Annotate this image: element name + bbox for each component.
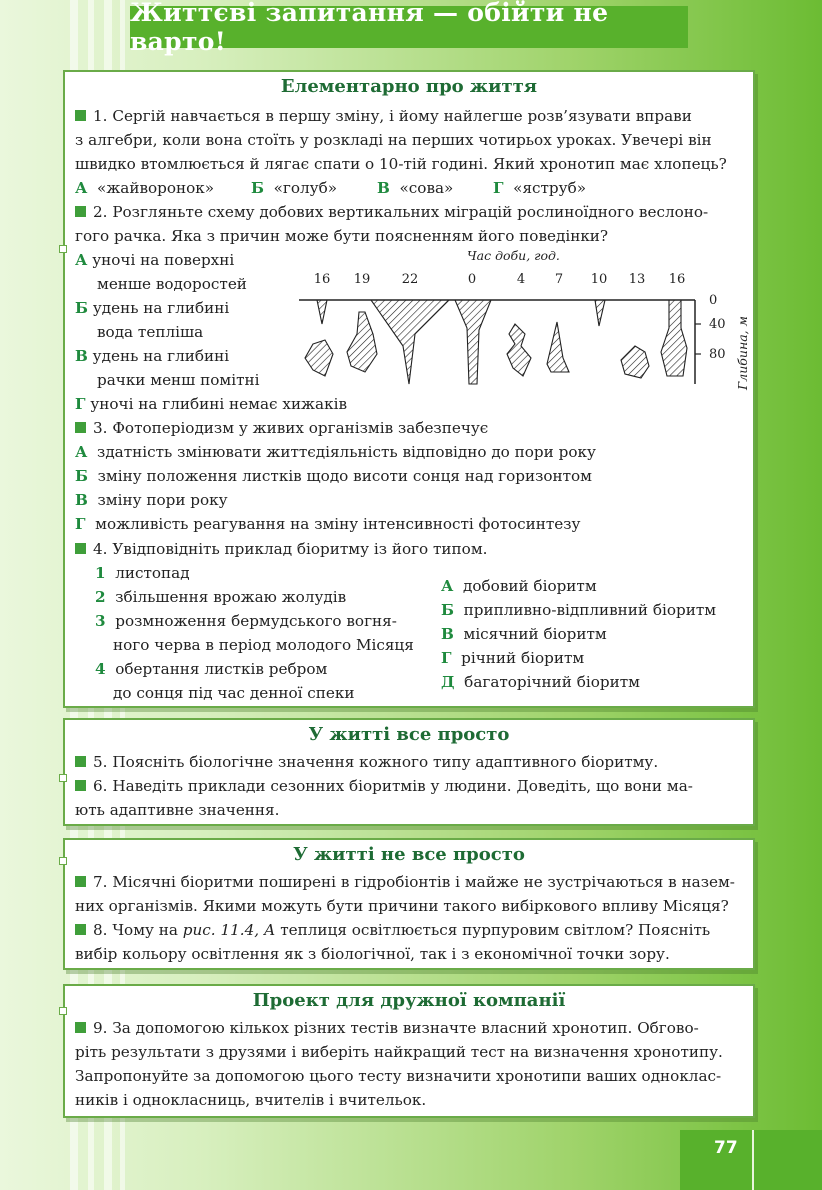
answer-option: В зміну пори року bbox=[75, 491, 228, 509]
question-text: ють адаптивне значення. bbox=[75, 801, 280, 819]
match-left-item-cont: до сонця під час денної спеки bbox=[113, 684, 355, 702]
answer-option: Б удень на глибині bbox=[75, 299, 230, 317]
question-text: ників і однокласниць, вчителів і вчительок. bbox=[75, 1091, 427, 1109]
depth-tick: 40 bbox=[709, 317, 726, 332]
match-left-item: 3 розмноження бермудського вогня- bbox=[95, 612, 397, 630]
hour-label: 16 bbox=[668, 272, 686, 287]
answer-option: А здатність змінювати життєдіяльність відповідно до пори року bbox=[75, 443, 596, 461]
answer-option: Б «голуб» bbox=[251, 179, 338, 197]
answer-option: В удень на глибині bbox=[75, 347, 230, 365]
question-text: 1. Сергій навчається в першу зміну, і йому найлегше розв’язувати вправи bbox=[93, 107, 692, 125]
match-right-item: Г річний біоритм bbox=[441, 649, 585, 667]
question-text: з алгебри, коли вона стоїть у розкладі на перших чотирьох уроках. Увечері він bbox=[75, 131, 712, 149]
bullet-square-icon bbox=[75, 110, 86, 121]
answer-option: А уночі на поверхні bbox=[75, 251, 235, 269]
bullet-square-icon bbox=[75, 780, 86, 791]
question-4: 4. Увідповідніть приклад біоритму із його типом. bbox=[75, 537, 487, 561]
migration-shape bbox=[305, 340, 333, 376]
page-number: 77 bbox=[714, 1138, 738, 1158]
section-title: Елементарно про життя bbox=[280, 76, 538, 97]
migration-shape bbox=[317, 300, 327, 324]
question-2: 2. Розгляньте схему добових вертикальних міграцій рослиноїдного веслоно- bbox=[75, 200, 708, 224]
diagram-xlabel: Час доби, год. bbox=[467, 248, 560, 263]
question-text: швидко втомлюється й лягає спати о 10-тій годині. Який хронотип має хлопець? bbox=[75, 155, 727, 173]
match-right-item: Д багаторічний біоритм bbox=[441, 673, 640, 691]
migration-shape bbox=[547, 322, 569, 372]
match-right-item: Б припливно-відпливний біоритм bbox=[441, 601, 717, 619]
hour-label: 16 bbox=[313, 272, 331, 287]
section-title: Проект для дружної компанії bbox=[252, 990, 566, 1011]
bullet-square-icon bbox=[75, 924, 86, 935]
question-8: 8. Чому на рис. 11.4, А теплиця освітлюється пурпуровим світлом? Поясніть bbox=[75, 918, 710, 942]
question-6: 6. Наведіть приклади сезонних біоритмів у людини. Доведіть, що вони ма- bbox=[75, 774, 693, 798]
match-left-item-cont: ного черва в період молодого Місяця bbox=[113, 636, 414, 654]
bullet-square-icon bbox=[75, 206, 86, 217]
answer-option: Г можливість реагування на зміну інтенсивності фотосинтезу bbox=[75, 515, 581, 533]
section-not-simple bbox=[63, 838, 755, 970]
migration-shape bbox=[455, 300, 491, 384]
box-corner-marker bbox=[59, 774, 67, 782]
question-text: гого рачка. Яка з причин може бути поясненням його поведінки? bbox=[75, 227, 609, 245]
question-1 bbox=[75, 104, 745, 176]
question-text: ріть результати з друзями і виберіть найкращий тест на визначення хронотипу. bbox=[75, 1043, 723, 1061]
section-elementary bbox=[63, 70, 755, 708]
answer-option-cont: менше водоростей bbox=[97, 275, 247, 293]
answer-option: В «сова» bbox=[377, 179, 454, 197]
migration-diagram bbox=[295, 248, 755, 394]
answer-option: Г уночі на глибині немає хижаків bbox=[75, 395, 347, 413]
bullet-square-icon bbox=[75, 876, 86, 887]
answer-option: Б зміну положення листків щодо висоти сонця над горизонтом bbox=[75, 467, 592, 485]
section-simple bbox=[63, 718, 755, 826]
answer-option: Г «яструб» bbox=[493, 179, 587, 197]
answer-option-cont: рачки менш помітні bbox=[97, 371, 260, 389]
section-project bbox=[63, 984, 755, 1118]
section-title: У житті не все просто bbox=[293, 844, 525, 865]
question-text: Запропонуйте за допомогою цього тесту визначити хронотипи ваших однoклас- bbox=[75, 1067, 722, 1085]
migration-shape bbox=[507, 324, 531, 376]
match-right-item: В місячний біоритм bbox=[441, 625, 607, 643]
hour-label: 13 bbox=[628, 272, 646, 287]
question-3: 3. Фотоперіодизм у живих організмів забезпечує bbox=[75, 416, 488, 440]
figure-reference: рис. 11.4, А bbox=[182, 921, 276, 939]
migration-shape bbox=[371, 300, 449, 384]
question-7: 7. Місячні біоритми поширені в гідробіонтів і майже не зустрічаються в назем- bbox=[75, 870, 735, 894]
hour-label: 10 bbox=[590, 272, 608, 287]
answer-option: А «жайворонок» bbox=[75, 179, 215, 197]
bullet-square-icon bbox=[75, 1022, 86, 1033]
migration-shape bbox=[621, 346, 649, 378]
hour-label: 4 bbox=[516, 272, 526, 287]
migration-shape bbox=[595, 300, 605, 326]
match-left-item: 4 обертання листків ребром bbox=[95, 660, 328, 678]
answer-option-cont: вода тепліша bbox=[97, 323, 204, 341]
box-corner-marker bbox=[59, 1007, 67, 1015]
section-title: У житті все просто bbox=[308, 724, 510, 745]
page-number-divider bbox=[752, 1130, 754, 1190]
hour-label: 0 bbox=[467, 272, 477, 287]
hour-label: 19 bbox=[353, 272, 371, 287]
hour-label: 7 bbox=[554, 272, 564, 287]
question-9: 9. За допомогою кількох різних тестів визначте власний хронотип. Обгово- bbox=[75, 1016, 699, 1040]
match-right-item: А добовий біоритм bbox=[441, 577, 597, 595]
box-corner-marker bbox=[59, 245, 67, 253]
match-left-item: 1 листопад bbox=[95, 564, 190, 582]
depth-tick: 80 bbox=[709, 347, 726, 362]
diagram-ylabel: Глибина, м bbox=[735, 316, 750, 390]
question-5: 5. Поясніть біологічне значення кожного типу адаптивного біоритму. bbox=[75, 750, 658, 774]
question-text: вибір кольору освітлення як з біологічної, так і з економічної точки зору. bbox=[75, 945, 670, 963]
page-number-block bbox=[680, 1130, 822, 1190]
hour-label: 22 bbox=[401, 272, 419, 287]
page-header-title: Життєві запитання — обійти не варто! bbox=[130, 6, 688, 48]
question-text: них організмів. Якими можуть бути причини такого вибіркового впливу Місяця? bbox=[75, 897, 729, 915]
depth-tick: 0 bbox=[709, 293, 718, 308]
bullet-square-icon bbox=[75, 422, 86, 433]
match-left-item: 2 збільшення врожаю жолудів bbox=[95, 588, 347, 606]
bullet-square-icon bbox=[75, 756, 86, 767]
box-corner-marker bbox=[59, 857, 67, 865]
migration-shape bbox=[347, 312, 377, 372]
bullet-square-icon bbox=[75, 543, 86, 554]
migration-shape bbox=[661, 300, 687, 376]
